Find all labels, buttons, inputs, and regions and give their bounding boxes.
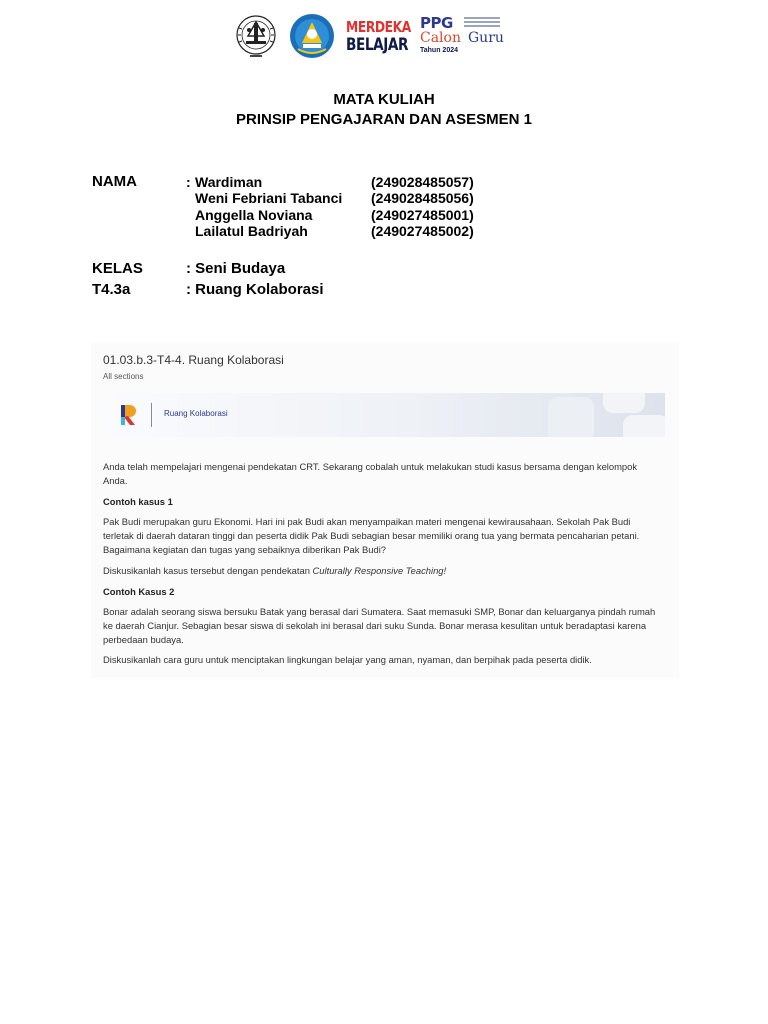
member-name: Wardiman	[195, 174, 263, 190]
task-value: : Ruang Kolaborasi	[186, 281, 324, 298]
belajar-text: BELAJAR	[346, 35, 409, 55]
kelas-value: : Seni Budaya	[186, 260, 286, 277]
merdeka-belajar-logo	[346, 18, 425, 54]
nama-colon: :	[186, 174, 191, 190]
ruang-kolaborasi-screenshot	[91, 343, 679, 678]
course-title: PRINSIP PENGAJARAN DAN ASESMEN 1	[236, 111, 532, 128]
nama-label: NAMA	[92, 173, 137, 190]
calon-text: Calon	[420, 30, 461, 46]
ppg-text: PPG	[420, 14, 453, 32]
case2-prompt: Diskusikanlah cara guru untuk menciptakan lingkungan belajar yang aman, nyaman, dan berpihak pada peserta didik.	[103, 654, 592, 665]
ppg-tagline-lines	[464, 17, 500, 31]
tut-wuri-handayani-icon	[288, 13, 336, 59]
guru-text: Guru	[468, 30, 504, 46]
case1-heading: Contoh kasus 1	[103, 496, 173, 507]
kelas-label: KELAS	[92, 260, 143, 277]
case1-paragraph: Pak Budi merupakan guru Ekonomi. Hari ini pak Budi akan menyampaikan materi mengenai kewirausahaan. Sekolah Pak Budi terletak di daerah dataran tinggi dan peserta didik Pak Budi sebagian besar memiliki orang tua yang bermata pencaharian petani. Bagaimana kegiatan dan tugas yang sebaiknya diberikan Pak Budi?	[103, 516, 640, 555]
all-sections-link[interactable]: All sections	[103, 372, 144, 381]
member-name: Lailatul Badriyah	[195, 223, 308, 239]
ppg-calon-guru-logo	[420, 14, 520, 60]
member-name: Weni Febriani Tabanci	[195, 190, 343, 206]
banner-title: Ruang Kolaborasi	[164, 409, 228, 418]
unm-seal-icon	[234, 14, 278, 60]
intro-paragraph: Anda telah mempelajari mengenai pendekatan CRT. Sekarang cobalah untuk melakukan studi kasus bersama dengan kelompok Anda.	[103, 461, 638, 486]
case2-heading: Contoh Kasus 2	[103, 586, 175, 597]
logo-strip	[228, 12, 518, 62]
case1-prompt: Diskusikanlah kasus tersebut dengan pendekatan Culturally Responsive Teaching!	[103, 565, 447, 576]
member-nim: (249027485002)	[371, 223, 474, 239]
course-label: MATA KULIAH	[333, 91, 435, 108]
member-nim: (249028485057)	[371, 174, 474, 190]
activity-banner	[103, 393, 665, 437]
banner-divider	[151, 403, 152, 427]
member-nim: (249028485056)	[371, 190, 474, 206]
activity-title: 01.03.b.3-T4-4. Ruang Kolaborasi	[103, 353, 284, 367]
member-nim: (249027485001)	[371, 207, 474, 223]
merdeka-text: MERDEKA	[346, 18, 411, 36]
member-name: Anggella Noviana	[195, 207, 313, 223]
case2-paragraph: Bonar adalah seorang siswa bersuku Batak yang berasal dari Sumatera. Saat memasuki SMP, Bonar dan keluarganya pindah rumah ke daerah Cianjur. Sebagian besar siswa di sekolah ini berasal dari suku Sunda. Bonar merasa kesulitan untuk beradaptasi karena perbedaan budaya.	[103, 606, 656, 645]
task-label: T4.3a	[92, 281, 131, 298]
r-brand-icon	[119, 403, 139, 427]
tahun-text: Tahun 2024	[420, 47, 458, 54]
